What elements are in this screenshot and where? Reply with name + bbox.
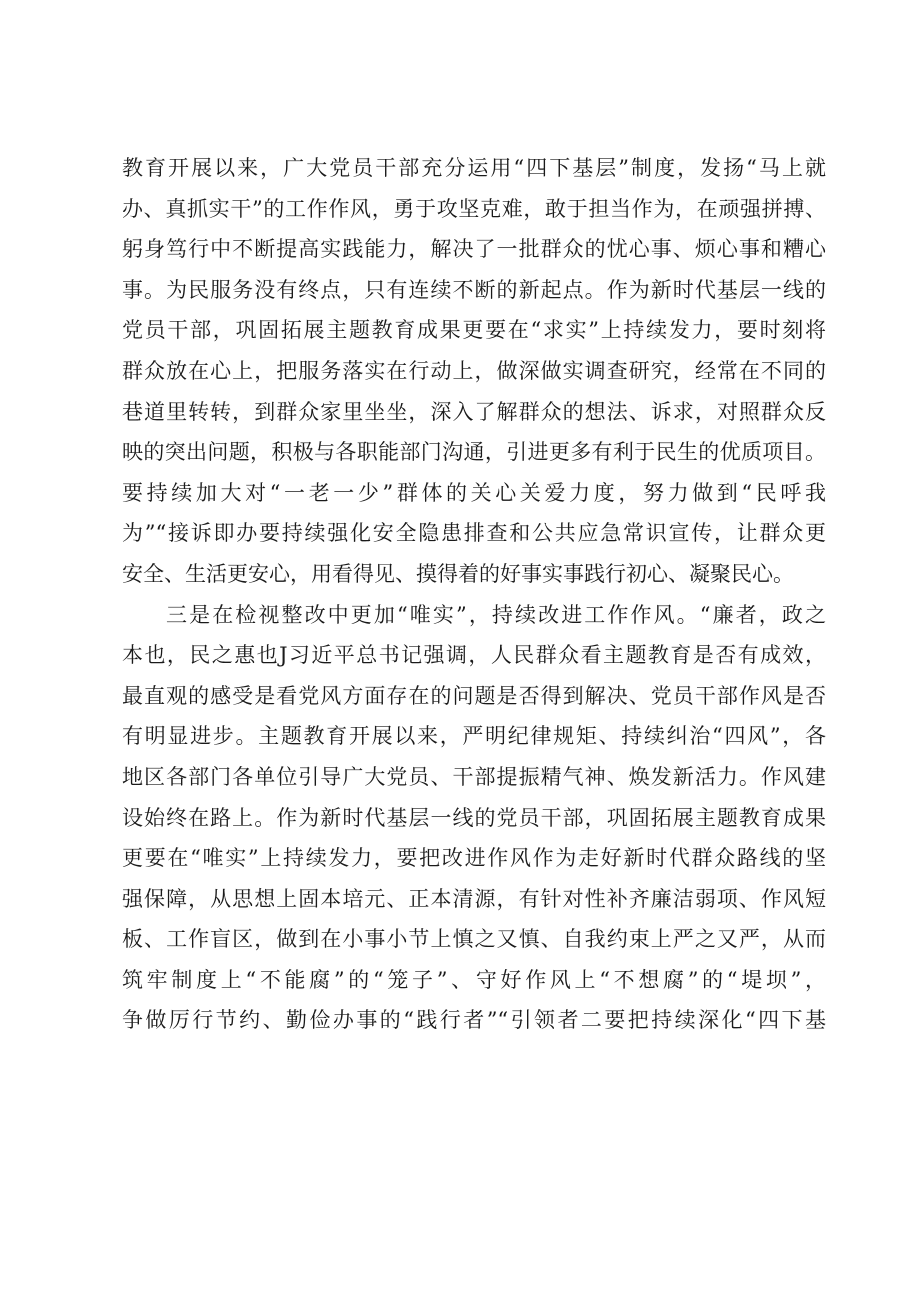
text-line: 最直观的感受是看党风方面存在的问题是否得到解决、党员干部作风是否: [122, 683, 826, 708]
text-line: 板、工作盲区，做到在小事小节上慎之又慎、自我约束上严之又严，从而: [122, 927, 826, 952]
text-line: 安全、生活更安心，用看得见、摸得着的好事实事践行初心、凝聚民心。: [122, 561, 794, 586]
text-line: 躬身笃行中不断提高实践能力，解决了一批群众的忧心事、烦心事和糟心: [122, 237, 826, 262]
text-line: 争做厉行节约、勤俭办事的“践行者”“引领者二要把持续深化“四下基: [122, 1008, 826, 1033]
text-line: 设始终在路上。作为新时代基层一线的党员干部，巩固拓展主题教育成果: [122, 805, 826, 830]
text-line: 强保障，从思想上固本培元、正本清源，有针对性补齐廉洁弱项、作风短: [122, 886, 826, 911]
text-line: 映的突出问题，积极与各职能部门沟通，引进更多有利于民生的优质项目。: [122, 440, 826, 465]
text-line: 党员干部，巩固拓展主题教育成果更要在“求实”上持续发力，要时刻将: [122, 318, 826, 343]
text-line: 事。为民服务没有终点，只有连续不断的新起点。作为新时代基层一线的: [122, 277, 826, 302]
text-line: 为”“接诉即办要持续强化安全隐患排查和公共应急常识宣传，让群众更: [122, 521, 826, 546]
text-line: 教育开展以来，广大党员干部充分运用“四下基层”制度，发扬“马上就: [122, 156, 826, 180]
paragraph-start-line: 三是在检视整改中更加“唯实”，持续改进工作作风。“廉者，政之: [166, 602, 826, 627]
text-line: 更要在“唯实”上持续发力，要把改进作风作为走好新时代群众路线的坚: [122, 846, 826, 871]
text-line: 巷道里转转，到群众家里坐坐，深入了解群众的想法、诉求，对照群众反: [122, 399, 826, 424]
text-line: 群众放在心上，把服务落实在行动上，做深做实调查研究，经常在不同的: [122, 358, 826, 383]
text-line: 本也，民之惠也J习近平总书记强调，人民群众看主题教育是否有成效，: [122, 643, 826, 668]
text-line: 地区各部门各单位引导广大党员、干部提振精气神、焕发新活力。作风建: [122, 764, 826, 789]
text-line: 有明显进步。主题教育开展以来，严明纪律规矩、持续纠治“四风”，各: [122, 724, 826, 749]
body-text: [122, 148, 826, 1041]
text-line: 筑牢制度上“不能腐”的“笼子”、守好作风上“不想腐”的“堤坝”，: [122, 967, 826, 992]
text-line: 办、真抓实干”的工作作风，勇于攻坚克难，敢于担当作为，在顽强拼搏、: [122, 196, 826, 221]
text-line: 要持续加大对“一老一少”群体的关心关爱力度，努力做到“民呼我: [122, 480, 826, 505]
